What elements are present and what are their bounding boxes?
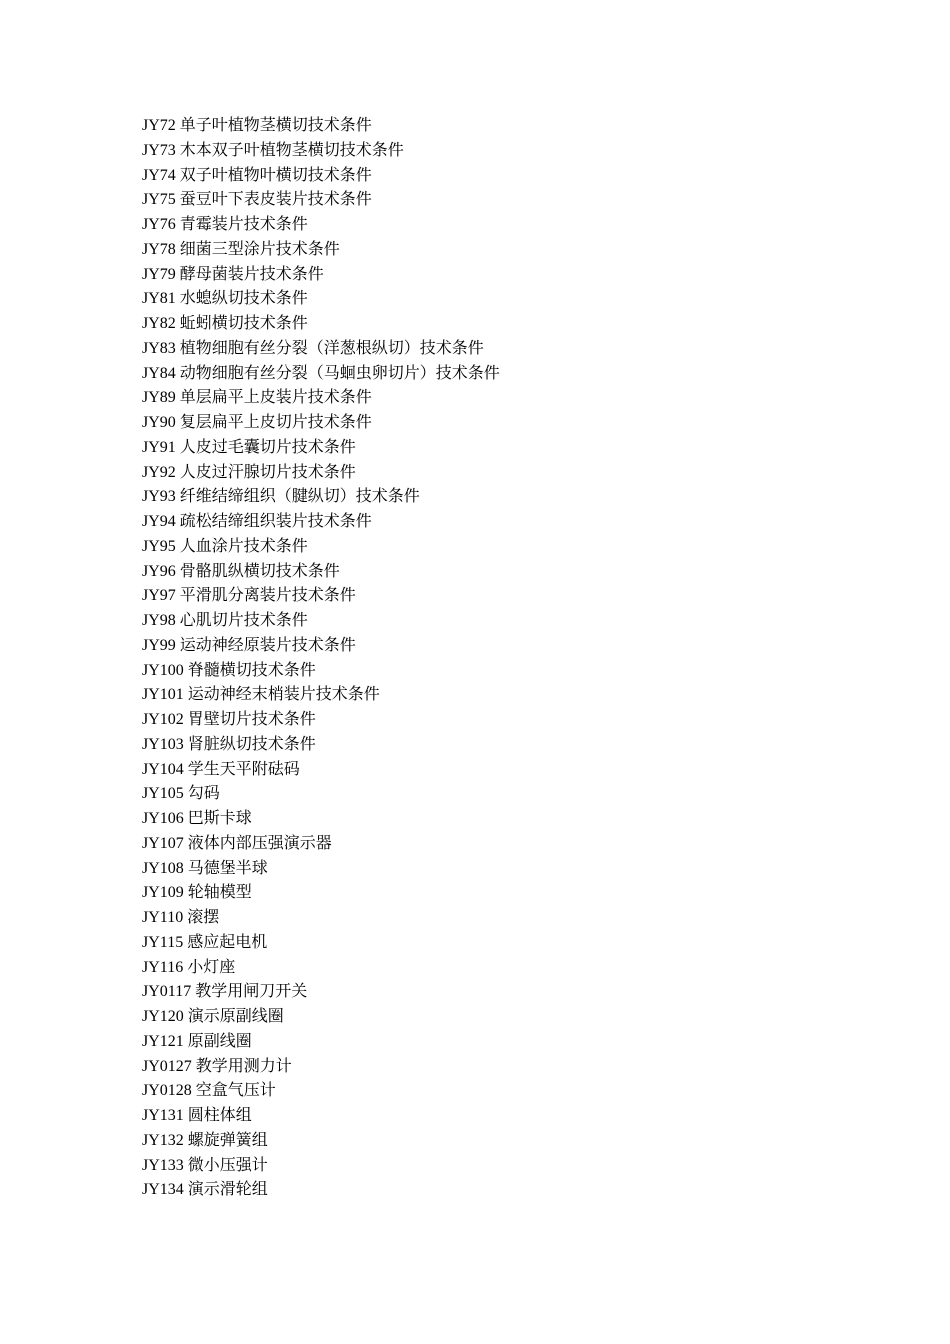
list-item: JY96 骨骼肌纵横切技术条件 — [142, 562, 340, 580]
list-item: JY132 螺旋弹簧组 — [142, 1131, 268, 1149]
list-item: JY104 学生天平附砝码 — [142, 760, 300, 778]
list-item: JY84 动物细胞有丝分裂（马蛔虫卵切片）技术条件 — [142, 364, 500, 382]
list-item: JY109 轮轴模型 — [142, 884, 252, 902]
list-item: JY74 双子叶植物叶横切技术条件 — [142, 166, 372, 184]
list-item: JY82 蚯蚓横切技术条件 — [142, 315, 308, 332]
list-item: JY92 人皮过汗腺切片技术条件 — [142, 463, 356, 481]
list-item: JY99 运动神经原装片技术条件 — [142, 636, 356, 654]
list-item: JY110 滚摆 — [142, 909, 220, 926]
list-item: JY76 青霉装片技术条件 — [142, 216, 308, 233]
list-item: JY83 植物细胞有丝分裂（洋葱根纵切）技术条件 — [142, 339, 484, 357]
list-item: JY91 人皮过毛囊切片技术条件 — [142, 438, 356, 456]
list-item: JY0117 教学用闸刀开关 — [142, 983, 308, 1001]
list-item: JY0128 空盒气压计 — [142, 1082, 276, 1100]
list-item: JY95 人血涂片技术条件 — [142, 537, 308, 555]
list-item: JY131 圆柱体组 — [142, 1107, 252, 1124]
list-item: JY94 疏松结缔组织装片技术条件 — [142, 513, 372, 530]
list-item: JY121 原副线圈 — [142, 1032, 252, 1050]
list-item: JY134 演示滑轮组 — [142, 1181, 268, 1199]
list-item: JY78 细菌三型涂片技术条件 — [142, 240, 340, 258]
list-item: JY100 脊髓横切技术条件 — [142, 661, 316, 679]
list-item: JY97 平滑肌分离装片技术条件 — [142, 587, 356, 605]
list-item: JY133 微小压强计 — [142, 1156, 268, 1174]
list-item: JY120 演示原副线圈 — [142, 1008, 284, 1025]
list-item: JY102 胃壁切片技术条件 — [142, 711, 316, 728]
list-item: JY98 心肌切片技术条件 — [142, 612, 308, 629]
standards-list — [142, 114, 500, 1203]
list-item: JY108 马德堡半球 — [142, 859, 268, 877]
list-item: JY106 巴斯卡球 — [142, 810, 252, 827]
list-item: JY93 纤维结缔组织（腱纵切）技术条件 — [142, 488, 420, 506]
list-item: JY89 单层扁平上皮装片技术条件 — [142, 389, 372, 407]
list-item: JY72 单子叶植物茎横切技术条件 — [142, 117, 372, 134]
list-item: JY75 蚕豆叶下表皮装片技术条件 — [142, 191, 372, 209]
list-item: JY116 小灯座 — [142, 958, 236, 976]
list-item: JY101 运动神经末梢装片技术条件 — [142, 686, 380, 704]
list-item: JY115 感应起电机 — [142, 933, 268, 951]
list-item: JY90 复层扁平上皮切片技术条件 — [142, 414, 372, 431]
list-item: JY105 勾码 — [142, 785, 220, 803]
list-item: JY103 肾脏纵切技术条件 — [142, 735, 316, 753]
list-item: JY81 水螅纵切技术条件 — [142, 290, 308, 308]
list-item: JY79 酵母菌装片技术条件 — [142, 265, 324, 283]
list-item: JY107 液体内部压强演示器 — [142, 834, 332, 852]
list-item: JY73 木本双子叶植物茎横切技术条件 — [142, 141, 404, 159]
list-item: JY0127 教学用测力计 — [142, 1057, 292, 1075]
